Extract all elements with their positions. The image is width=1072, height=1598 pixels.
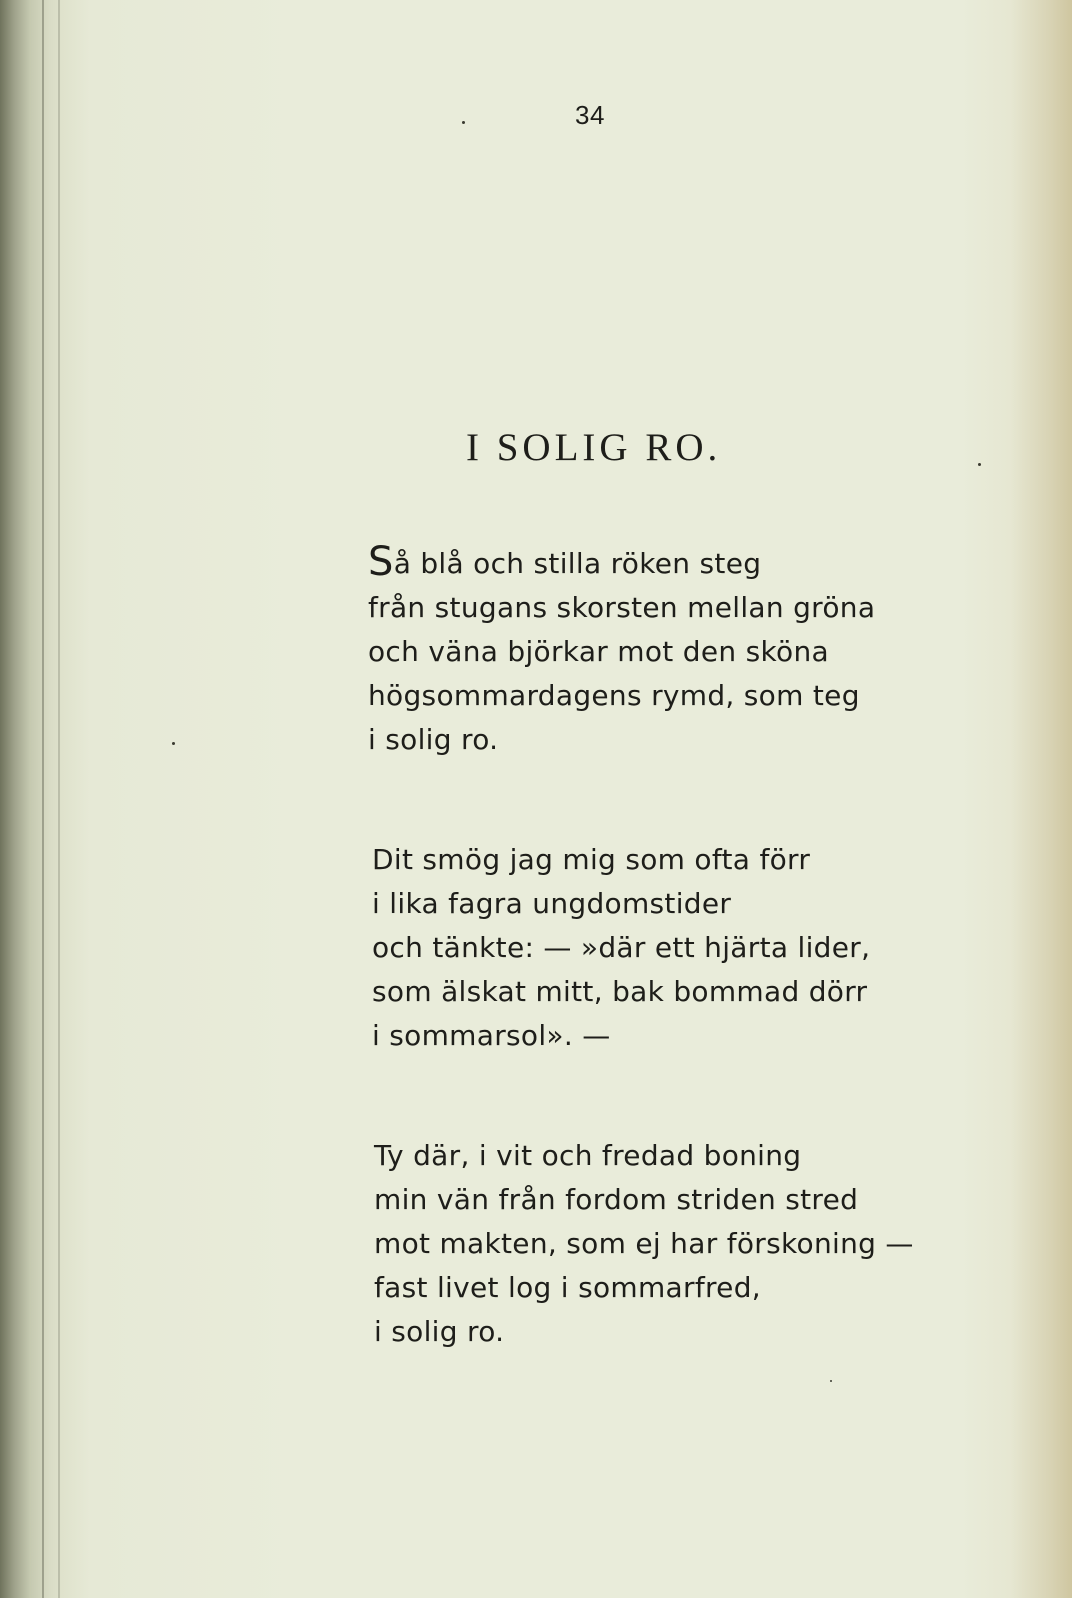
stanza-line: och tänkte: — »där ett hjärta lider,: [372, 931, 871, 964]
stanza-2: [372, 838, 870, 1058]
binding-edge: [58, 0, 60, 1598]
stanza-line: i lika fagra ungdomstider: [372, 887, 732, 920]
stanza-line: i solig ro.: [368, 723, 499, 756]
stanza-line: Dit smög jag mig som ofta förr: [372, 843, 811, 876]
stanza-3: [374, 1134, 914, 1354]
stanza-line: [368, 540, 875, 586]
stanza-line: min vän från fordom striden stred: [374, 1183, 859, 1216]
stanza-line: Ty där, i vit och fredad boning: [374, 1139, 802, 1172]
poem-title: I SOLIG RO.: [466, 426, 722, 469]
stanza-1: [368, 540, 875, 762]
paper-speck: [978, 463, 981, 466]
stanza-line: och väna björkar mot den sköna: [368, 635, 829, 668]
line-text: å blå och stilla röken steg: [393, 547, 762, 580]
paper-speck: [462, 121, 465, 124]
stanza-line: i solig ro.: [374, 1315, 505, 1348]
stanza-line: högsommardagens rymd, som teg: [368, 679, 860, 712]
stanza-line: fast livet log i sommarfred,: [374, 1271, 761, 1304]
stanza-line: mot makten, som ej har förskoning —: [374, 1227, 914, 1260]
paper-speck: [172, 742, 175, 745]
binding-edge: [42, 0, 44, 1598]
stanza-line: som älskat mitt, bak bommad dörr: [372, 975, 868, 1008]
paper-speck: [830, 1380, 832, 1382]
drop-cap: S: [368, 539, 394, 585]
stanza-line: i sommarsol». —: [372, 1019, 611, 1052]
page-number: 34: [575, 100, 605, 130]
stanza-line: från stugans skorsten mellan gröna: [368, 591, 876, 624]
